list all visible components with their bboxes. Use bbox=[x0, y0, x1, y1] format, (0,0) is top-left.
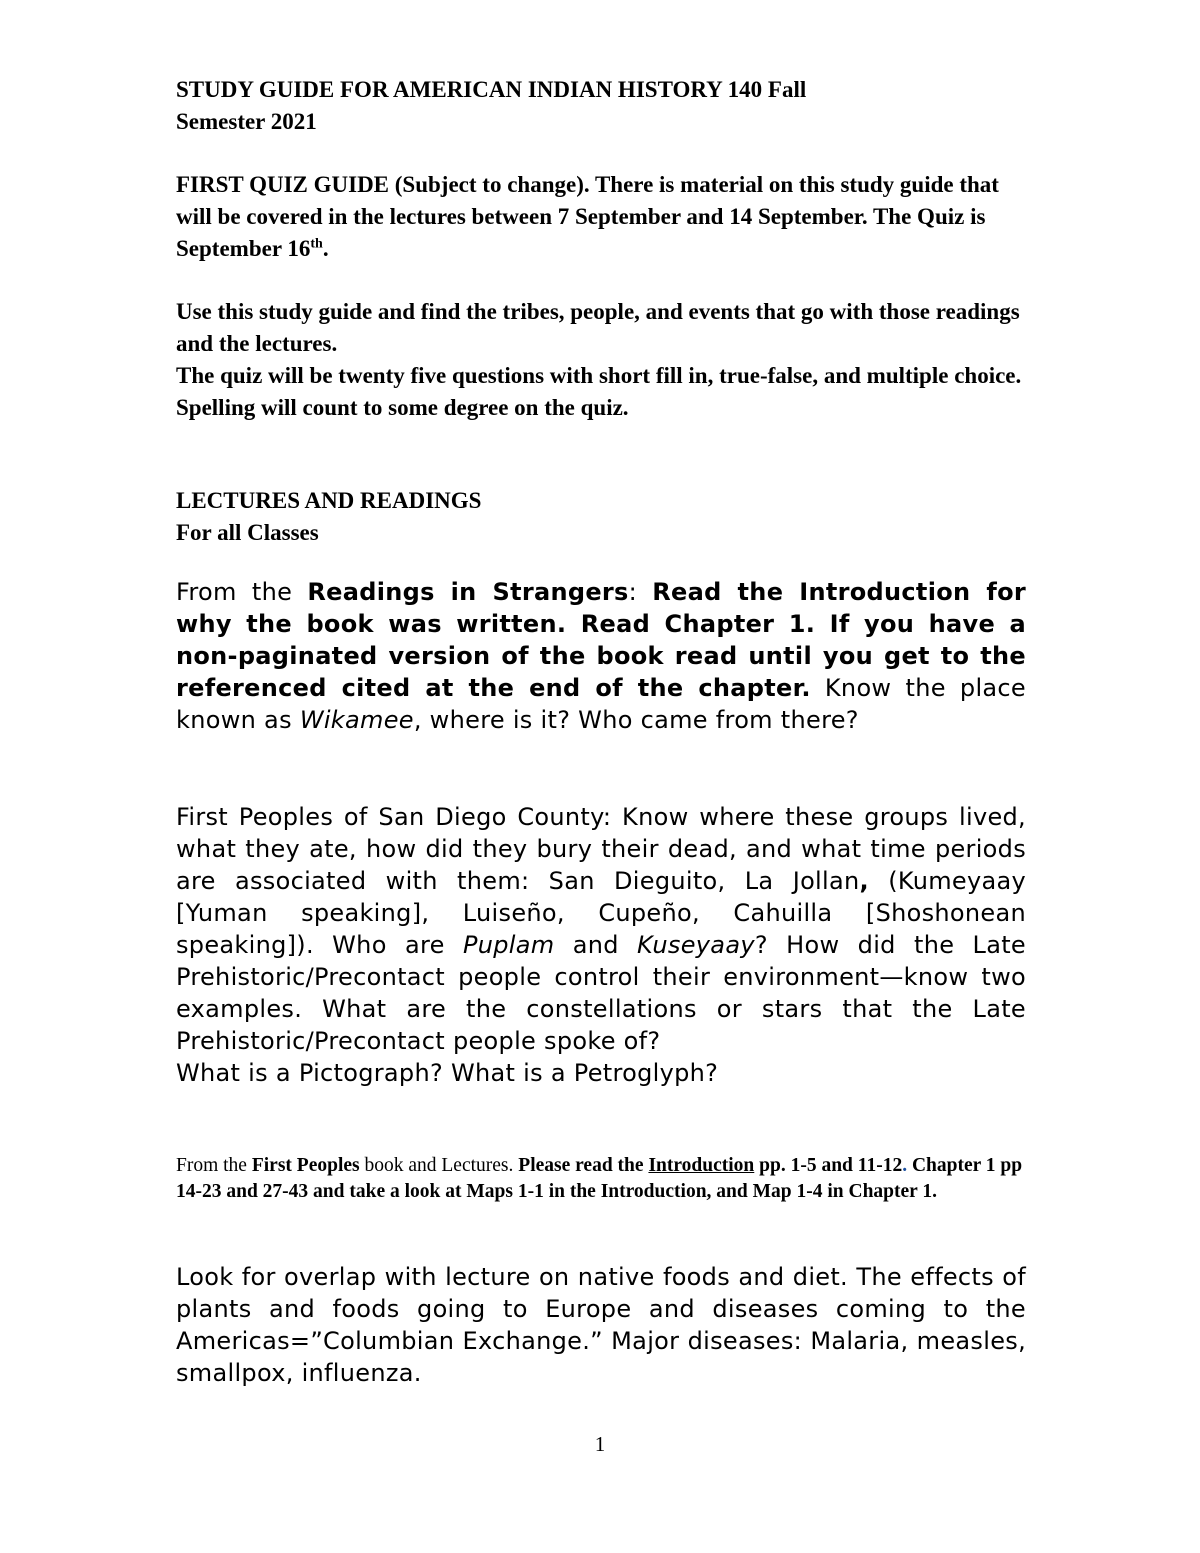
document-title bbox=[176, 74, 1026, 138]
first-peoples-and: and bbox=[554, 931, 638, 959]
columbian-exchange-paragraph: Look for overlap with lecture on native foods and diet. The effects of plants and foods going to Europe and diseases coming to the Americas=”Columbian Exchange.” Major diseases: Malaria, measles, smallpox, influenza. bbox=[176, 1263, 1026, 1387]
page-number: 1 bbox=[594, 1432, 606, 1456]
title-line-2: Semester 2021 bbox=[176, 109, 317, 134]
strangers-colon: : bbox=[628, 578, 653, 606]
place-name-wikamee: Wikamee bbox=[299, 706, 414, 734]
title-line-1: STUDY GUIDE FOR AMERICAN INDIAN HISTORY 140 Fall bbox=[176, 77, 807, 102]
strangers-question: , where is it? Who came from there? bbox=[413, 706, 859, 734]
strangers-lead: From the bbox=[176, 578, 308, 606]
fpbook-pages: pp. 1-5 and 11-12 bbox=[754, 1155, 903, 1176]
first-peoples-main-text bbox=[176, 801, 1026, 1057]
strangers-know-text: Know the place known as bbox=[176, 674, 1026, 734]
first-peoples-bold-comma: , bbox=[859, 867, 869, 895]
strangers-reading-paragraph bbox=[176, 576, 1026, 736]
fpbook-from-the: From the bbox=[176, 1155, 252, 1176]
first-peoples-part-2: (Kumeyaay [Yuman speaking], Luiseño, Cupeño, Cahuilla [Shoshonean speaking]). Who are bbox=[176, 867, 1026, 959]
lectures-heading: LECTURES AND READINGS bbox=[176, 488, 482, 513]
strangers-reading-instructions: Read the Introduction for why the book was written. Read Chapter 1. If you have a non-paginated version of the book read until you get to the referenced cited at the end of the chapter. bbox=[176, 578, 1026, 702]
instruction-quiz-format: The quiz will be twenty five questions with short fill in, true-false, and multiple choice. bbox=[176, 363, 1022, 388]
term-kuseyaay: Kuseyaay bbox=[637, 931, 755, 959]
first-peoples-paragraph bbox=[176, 801, 1026, 1089]
pictograph-question: What is a Pictograph? What is a Petroglyph? bbox=[176, 1059, 719, 1087]
instructions-block bbox=[176, 296, 1026, 424]
lectures-subheading: For all Classes bbox=[176, 520, 319, 545]
fpbook-chapter-maps: Chapter 1 pp 14-23 and 27-43 and take a look at Maps 1-1 in the Introduction, and Map 1-4 in Chapter 1. bbox=[176, 1155, 1023, 1202]
first-peoples-part-1: First Peoples of San Diego County: Know where these groups lived, what they ate, how did they bury their dead, and what time periods are associated with them: San Dieguito, La Jollan bbox=[176, 803, 1026, 895]
strangers-book-title: Readings in Strangers bbox=[307, 578, 629, 606]
quiz-date-superscript: th bbox=[310, 236, 323, 252]
quiz-guide-text: FIRST QUIZ GUIDE (Subject to change). There is material on this study guide that will be covered in the lectures between 7 September and 14 September. The Quiz is September 16 bbox=[176, 172, 999, 261]
quiz-guide-paragraph bbox=[176, 169, 1026, 265]
quiz-guide-period: . bbox=[322, 236, 329, 261]
fpbook-blue-period: . bbox=[902, 1155, 908, 1176]
instruction-spelling: Spelling will count to some degree on the quiz. bbox=[176, 395, 629, 420]
instruction-study-guide: Use this study guide and find the tribes, people, and events that go with those readings and the lectures. bbox=[176, 299, 1020, 356]
first-peoples-part-3: ? How did the Late Prehistoric/Precontact people control their environment—know two examples. What are the constellations or stars that the Late Prehistoric/Precontact people spoke of? bbox=[176, 931, 1026, 1055]
term-puplam: Puplam bbox=[462, 931, 555, 959]
fpbook-introduction: Introduction bbox=[648, 1155, 755, 1176]
fpbook-please-read: Please read the bbox=[518, 1155, 649, 1176]
lectures-heading-block bbox=[176, 485, 1026, 549]
fpbook-book-and-lectures: book and Lectures. bbox=[359, 1155, 519, 1176]
first-peoples-book-paragraph bbox=[176, 1153, 1026, 1205]
fpbook-title: First Peoples bbox=[251, 1155, 360, 1176]
